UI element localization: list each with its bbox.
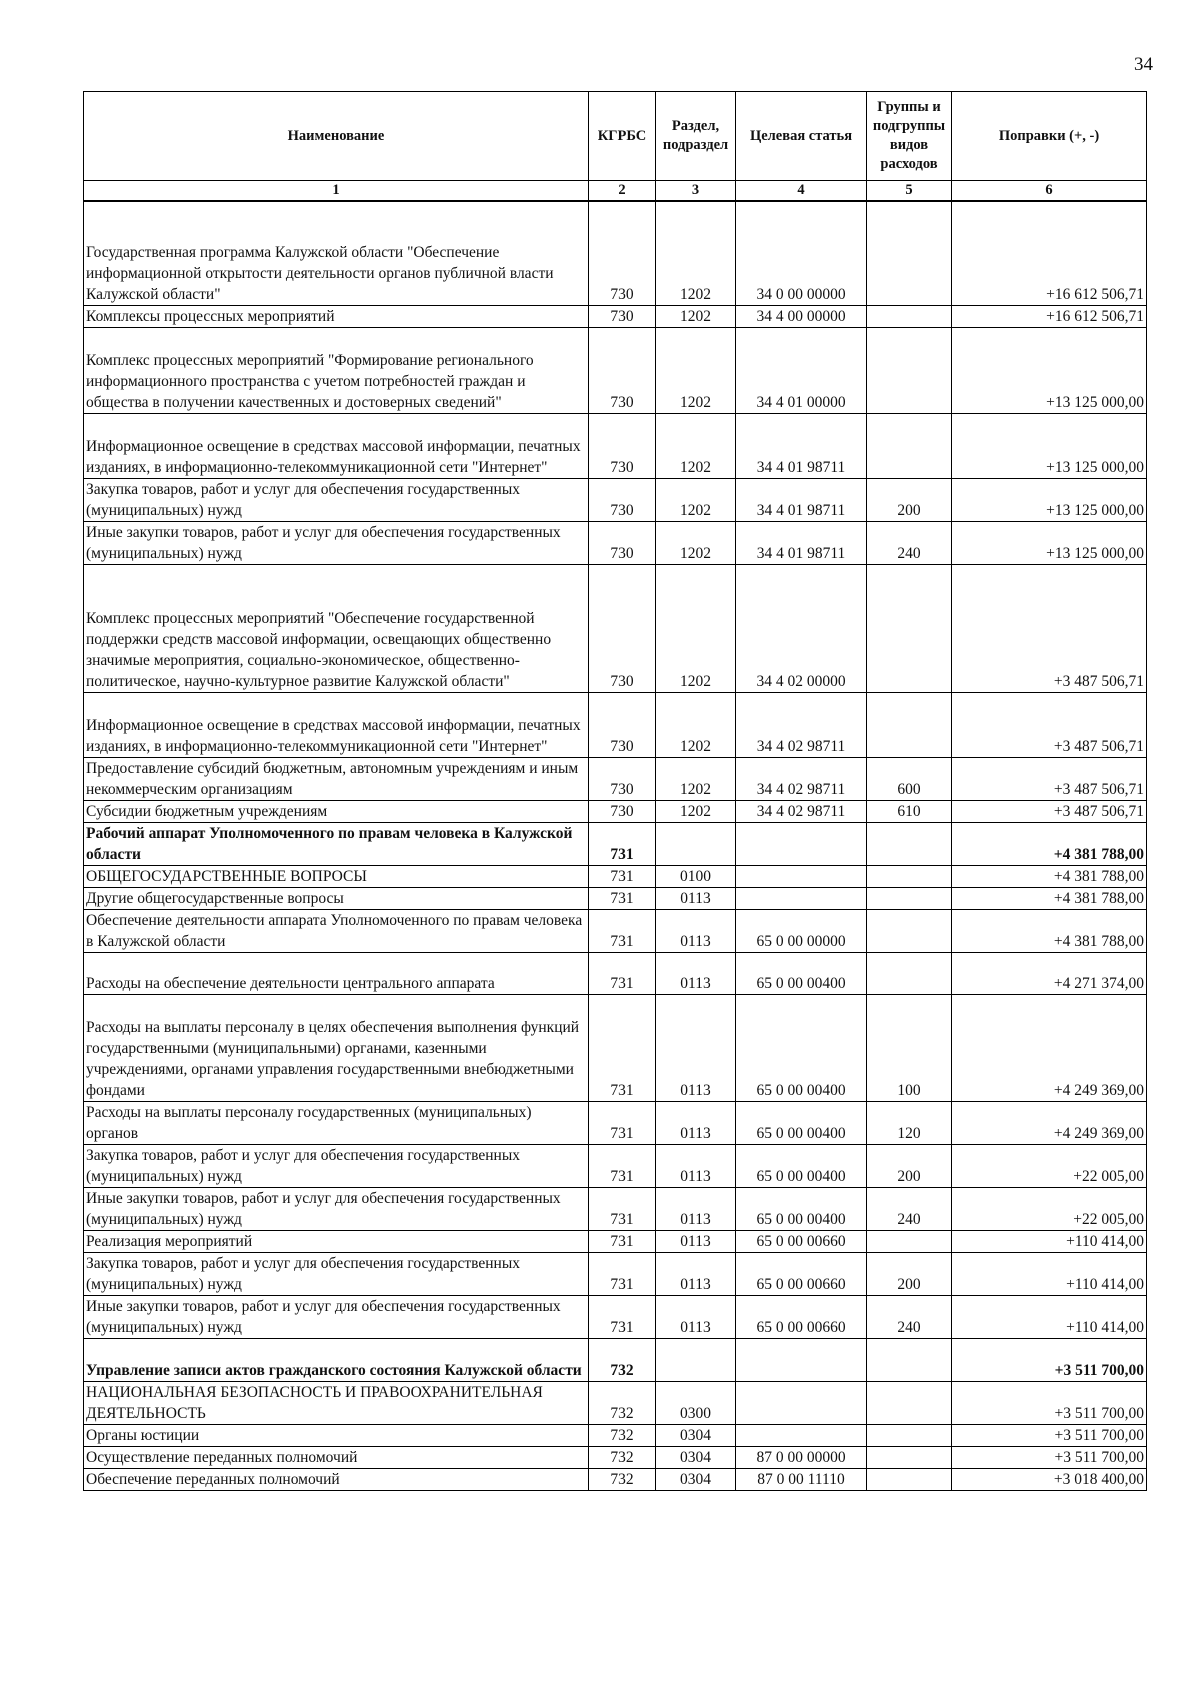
table-row <box>84 305 1147 327</box>
cell-amount: +3 511 700,00 <box>952 1338 1147 1381</box>
cell-group: 600 <box>867 757 952 800</box>
cell-target: 34 4 01 98711 <box>736 521 867 564</box>
table-row <box>84 692 1147 757</box>
header-groups: Группы и подгруппы видов расходов <box>867 92 952 181</box>
cell-kgrbs: 732 <box>589 1446 656 1468</box>
table-row <box>84 887 1147 909</box>
cell-amount: +13 125 000,00 <box>952 521 1147 564</box>
cell-target: 65 0 00 00400 <box>736 1101 867 1144</box>
cell-target <box>736 1381 867 1424</box>
table-row <box>84 201 1147 305</box>
cell-section: 0304 <box>656 1468 736 1490</box>
cell-section <box>656 822 736 865</box>
cell-target <box>736 822 867 865</box>
table-row <box>84 478 1147 521</box>
cell-kgrbs: 731 <box>589 1187 656 1230</box>
cell-section: 0113 <box>656 1144 736 1187</box>
cell-amount: +3 487 506,71 <box>952 800 1147 822</box>
cell-amount: +110 414,00 <box>952 1295 1147 1338</box>
cell-group <box>867 909 952 952</box>
cell-name: Субсидии бюджетным учреждениям <box>84 800 589 822</box>
cell-target: 34 4 02 00000 <box>736 564 867 692</box>
cell-name: Осуществление переданных полномочий <box>84 1446 589 1468</box>
cell-target: 65 0 00 00000 <box>736 909 867 952</box>
cell-name: Рабочий аппарат Уполномоченного по правам человека в Калужской области <box>84 822 589 865</box>
cell-name: Закупка товаров, работ и услуг для обеспечения государственных (муниципальных) нужд <box>84 1252 589 1295</box>
cell-section: 1202 <box>656 305 736 327</box>
cell-amount: +4 249 369,00 <box>952 1101 1147 1144</box>
cell-section: 0100 <box>656 865 736 887</box>
cell-group: 200 <box>867 1252 952 1295</box>
cell-target <box>736 1424 867 1446</box>
cell-section: 0113 <box>656 1101 736 1144</box>
cell-group: 610 <box>867 800 952 822</box>
cell-group <box>867 1446 952 1468</box>
cell-amount: +3 511 700,00 <box>952 1424 1147 1446</box>
cell-kgrbs: 731 <box>589 865 656 887</box>
cell-group: 120 <box>867 1101 952 1144</box>
cell-section: 1202 <box>656 521 736 564</box>
cell-amount: +22 005,00 <box>952 1187 1147 1230</box>
budget-amendments-table <box>83 91 1147 1491</box>
cell-kgrbs: 730 <box>589 564 656 692</box>
cell-target: 65 0 00 00400 <box>736 1144 867 1187</box>
table-row <box>84 994 1147 1101</box>
table-row <box>84 1230 1147 1252</box>
cell-section: 0113 <box>656 952 736 994</box>
cell-kgrbs: 732 <box>589 1424 656 1446</box>
cell-name: Комплексы процессных мероприятий <box>84 305 589 327</box>
cell-name: Государственная программа Калужской области "Обеспечение информационной открытости деятельности органов публичной власти Калужской области" <box>84 201 589 305</box>
cell-target: 34 4 02 98711 <box>736 800 867 822</box>
cell-name: Обеспечение переданных полномочий <box>84 1468 589 1490</box>
cell-target: 65 0 00 00400 <box>736 952 867 994</box>
cell-group: 200 <box>867 478 952 521</box>
cell-group <box>867 822 952 865</box>
table-row <box>84 1381 1147 1424</box>
cell-target: 87 0 00 11110 <box>736 1468 867 1490</box>
cell-name: Комплекс процессных мероприятий "Формирование регионального информационного пространства с учетом потребностей граждан и общества в получении качественных и достоверных сведений" <box>84 327 589 413</box>
cell-target <box>736 1338 867 1381</box>
cell-group <box>867 1424 952 1446</box>
cell-name: Иные закупки товаров, работ и услуг для обеспечения государственных (муниципальных) нужд <box>84 1187 589 1230</box>
column-number: 1 <box>84 181 589 202</box>
cell-kgrbs: 731 <box>589 994 656 1101</box>
cell-section: 1202 <box>656 564 736 692</box>
cell-amount: +3 511 700,00 <box>952 1381 1147 1424</box>
cell-kgrbs: 731 <box>589 1295 656 1338</box>
column-number: 4 <box>736 181 867 202</box>
header-name: Наименование <box>84 92 589 181</box>
cell-amount: +4 381 788,00 <box>952 887 1147 909</box>
column-number-row <box>84 181 1147 202</box>
cell-target: 34 4 01 98711 <box>736 478 867 521</box>
cell-target <box>736 887 867 909</box>
table-row <box>84 521 1147 564</box>
cell-kgrbs: 730 <box>589 413 656 478</box>
cell-group <box>867 201 952 305</box>
cell-kgrbs: 730 <box>589 305 656 327</box>
cell-target: 34 4 02 98711 <box>736 692 867 757</box>
header-kgrbs: КГРБС <box>589 92 656 181</box>
cell-section: 0113 <box>656 1295 736 1338</box>
cell-kgrbs: 730 <box>589 327 656 413</box>
cell-target: 34 4 02 98711 <box>736 757 867 800</box>
cell-group <box>867 1338 952 1381</box>
header-target: Целевая статья <box>736 92 867 181</box>
cell-group <box>867 1230 952 1252</box>
table-row <box>84 413 1147 478</box>
cell-section: 1202 <box>656 327 736 413</box>
cell-kgrbs: 731 <box>589 822 656 865</box>
cell-amount: +16 612 506,71 <box>952 305 1147 327</box>
cell-amount: +3 511 700,00 <box>952 1446 1147 1468</box>
table-row <box>84 952 1147 994</box>
cell-kgrbs: 730 <box>589 521 656 564</box>
cell-kgrbs: 731 <box>589 1101 656 1144</box>
cell-target: 65 0 00 00660 <box>736 1252 867 1295</box>
cell-group <box>867 305 952 327</box>
cell-kgrbs: 730 <box>589 478 656 521</box>
cell-amount: +110 414,00 <box>952 1230 1147 1252</box>
cell-kgrbs: 730 <box>589 800 656 822</box>
cell-amount: +16 612 506,71 <box>952 201 1147 305</box>
cell-section: 0304 <box>656 1424 736 1446</box>
cell-group <box>867 1381 952 1424</box>
cell-group <box>867 887 952 909</box>
cell-name: Комплекс процессных мероприятий "Обеспечение государственной поддержки средств массовой информации, освещающих общественно значимые мероприятия, социально-экономическое, общественно-политическое, научно-культурное развитие Калужской области" <box>84 564 589 692</box>
cell-target: 34 0 00 00000 <box>736 201 867 305</box>
cell-kgrbs: 731 <box>589 909 656 952</box>
table-row <box>84 327 1147 413</box>
cell-group: 100 <box>867 994 952 1101</box>
cell-target <box>736 865 867 887</box>
table-row <box>84 1144 1147 1187</box>
cell-kgrbs: 732 <box>589 1338 656 1381</box>
cell-kgrbs: 731 <box>589 1252 656 1295</box>
cell-group: 240 <box>867 1295 952 1338</box>
cell-name: Обеспечение деятельности аппарата Уполномоченного по правам человека в Калужской области <box>84 909 589 952</box>
table-row <box>84 757 1147 800</box>
cell-name: Иные закупки товаров, работ и услуг для обеспечения государственных (муниципальных) нужд <box>84 1295 589 1338</box>
cell-kgrbs: 731 <box>589 1230 656 1252</box>
cell-kgrbs: 732 <box>589 1381 656 1424</box>
cell-amount: +3 487 506,71 <box>952 564 1147 692</box>
cell-name: Информационное освещение в средствах массовой информации, печатных изданиях, в информационно-телекоммуникационной сети "Интернет" <box>84 692 589 757</box>
table-row <box>84 909 1147 952</box>
cell-section: 1202 <box>656 201 736 305</box>
cell-section: 0113 <box>656 887 736 909</box>
cell-section: 1202 <box>656 800 736 822</box>
cell-name: Реализация мероприятий <box>84 1230 589 1252</box>
cell-name: Расходы на выплаты персоналу государственных (муниципальных) органов <box>84 1101 589 1144</box>
cell-amount: +4 381 788,00 <box>952 865 1147 887</box>
cell-section: 1202 <box>656 692 736 757</box>
column-number: 3 <box>656 181 736 202</box>
cell-name: Расходы на обеспечение деятельности центрального аппарата <box>84 952 589 994</box>
table-row <box>84 1187 1147 1230</box>
cell-section <box>656 1338 736 1381</box>
cell-section: 1202 <box>656 757 736 800</box>
table-row <box>84 1424 1147 1446</box>
column-number: 6 <box>952 181 1147 202</box>
cell-amount: +22 005,00 <box>952 1144 1147 1187</box>
table-row <box>84 800 1147 822</box>
cell-kgrbs: 732 <box>589 1468 656 1490</box>
cell-amount: +4 271 374,00 <box>952 952 1147 994</box>
table-row <box>84 1295 1147 1338</box>
cell-section: 0113 <box>656 1252 736 1295</box>
cell-section: 0113 <box>656 1230 736 1252</box>
cell-group <box>867 564 952 692</box>
cell-group: 240 <box>867 521 952 564</box>
header-amendments: Поправки (+, -) <box>952 92 1147 181</box>
cell-amount: +13 125 000,00 <box>952 478 1147 521</box>
table-row <box>84 865 1147 887</box>
table-row <box>84 822 1147 865</box>
cell-section: 0113 <box>656 994 736 1101</box>
cell-target: 65 0 00 00660 <box>736 1230 867 1252</box>
cell-group <box>867 692 952 757</box>
cell-name: НАЦИОНАЛЬНАЯ БЕЗОПАСНОСТЬ И ПРАВООХРАНИТЕЛЬНАЯ ДЕЯТЕЛЬНОСТЬ <box>84 1381 589 1424</box>
cell-group <box>867 865 952 887</box>
cell-amount: +13 125 000,00 <box>952 413 1147 478</box>
cell-target: 34 4 01 98711 <box>736 413 867 478</box>
cell-target: 65 0 00 00660 <box>736 1295 867 1338</box>
cell-kgrbs: 730 <box>589 757 656 800</box>
cell-section: 0113 <box>656 909 736 952</box>
page-number: 34 <box>1134 54 1153 75</box>
table-row <box>84 564 1147 692</box>
table-row <box>84 1338 1147 1381</box>
cell-kgrbs: 730 <box>589 692 656 757</box>
cell-section: 1202 <box>656 413 736 478</box>
cell-amount: +3 487 506,71 <box>952 692 1147 757</box>
cell-name: Закупка товаров, работ и услуг для обеспечения государственных (муниципальных) нужд <box>84 1144 589 1187</box>
cell-kgrbs: 730 <box>589 201 656 305</box>
cell-section: 0300 <box>656 1381 736 1424</box>
column-number: 2 <box>589 181 656 202</box>
cell-amount: +3 487 506,71 <box>952 757 1147 800</box>
cell-group <box>867 952 952 994</box>
cell-target: 65 0 00 00400 <box>736 994 867 1101</box>
cell-name: ОБЩЕГОСУДАРСТВЕННЫЕ ВОПРОСЫ <box>84 865 589 887</box>
table-row <box>84 1446 1147 1468</box>
cell-amount: +3 018 400,00 <box>952 1468 1147 1490</box>
table-body <box>84 201 1147 1490</box>
cell-group: 200 <box>867 1144 952 1187</box>
cell-section: 1202 <box>656 478 736 521</box>
header-section: Раздел, подраздел <box>656 92 736 181</box>
cell-group: 240 <box>867 1187 952 1230</box>
cell-target: 87 0 00 00000 <box>736 1446 867 1468</box>
cell-name: Органы юстиции <box>84 1424 589 1446</box>
cell-name: Предоставление субсидий бюджетным, автономным учреждениям и иным некоммерческим организациям <box>84 757 589 800</box>
cell-target: 34 4 00 00000 <box>736 305 867 327</box>
cell-name: Другие общегосударственные вопросы <box>84 887 589 909</box>
cell-target: 34 4 01 00000 <box>736 327 867 413</box>
cell-name: Иные закупки товаров, работ и услуг для обеспечения государственных (муниципальных) нужд <box>84 521 589 564</box>
cell-amount: +4 249 369,00 <box>952 994 1147 1101</box>
cell-name: Информационное освещение в средствах массовой информации, печатных изданиях, в информационно-телекоммуникационной сети "Интернет" <box>84 413 589 478</box>
cell-amount: +4 381 788,00 <box>952 909 1147 952</box>
cell-name: Расходы на выплаты персоналу в целях обеспечения выполнения функций государственными (муниципальными) органами, казенными учреждениями, органами управления государственными внебюджетными фондами <box>84 994 589 1101</box>
header-row <box>84 92 1147 181</box>
column-number: 5 <box>867 181 952 202</box>
cell-group <box>867 1468 952 1490</box>
cell-kgrbs: 731 <box>589 952 656 994</box>
cell-amount: +110 414,00 <box>952 1252 1147 1295</box>
table-row <box>84 1252 1147 1295</box>
cell-section: 0304 <box>656 1446 736 1468</box>
cell-group <box>867 413 952 478</box>
cell-name: Управление записи актов гражданского состояния Калужской области <box>84 1338 589 1381</box>
cell-kgrbs: 731 <box>589 1144 656 1187</box>
cell-amount: +4 381 788,00 <box>952 822 1147 865</box>
cell-amount: +13 125 000,00 <box>952 327 1147 413</box>
table-row <box>84 1468 1147 1490</box>
cell-target: 65 0 00 00400 <box>736 1187 867 1230</box>
cell-name: Закупка товаров, работ и услуг для обеспечения государственных (муниципальных) нужд <box>84 478 589 521</box>
table-row <box>84 1101 1147 1144</box>
cell-section: 0113 <box>656 1187 736 1230</box>
cell-kgrbs: 731 <box>589 887 656 909</box>
cell-group <box>867 327 952 413</box>
